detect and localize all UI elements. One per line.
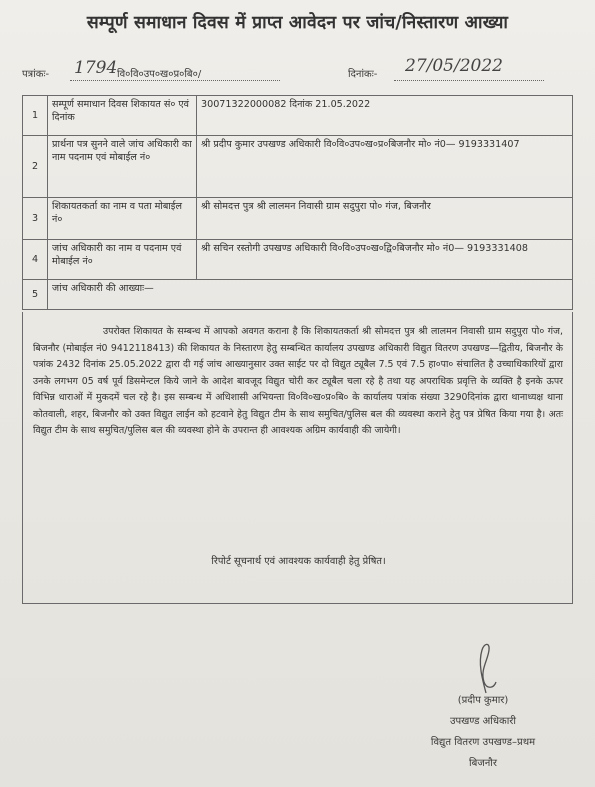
date-handwritten: 27/05/2022 <box>405 56 503 76</box>
row-label: प्रार्थना पत्र सुनने वाले जांच अधिकारी का नाम पदनाम एवं मोबाईल नं० <box>48 136 197 198</box>
row-number: 5 <box>23 280 48 310</box>
row-label: सम्पूर्ण समाधान दिवस शिकायत सं० एवं दिनांक <box>48 96 197 136</box>
row-value: 30071322000082 दिनांक 21.05.2022 <box>197 96 573 136</box>
reference-number-handwritten: 1794 <box>74 58 118 78</box>
info-table <box>22 95 573 310</box>
row-value: श्री प्रदीप कुमार उपखण्ड अधिकारी वि०वि०उप०ख०प्र०बिजनौर मो० नं0— 9193331407 <box>197 136 573 198</box>
row-value: श्री सचिन रस्तोगी उपखण्ड अधिकारी वि०वि०उप०ख०द्वि०बिजनौर मो० नं0— 9193331408 <box>197 240 573 280</box>
reference-row <box>22 56 572 84</box>
date-underline <box>394 80 544 81</box>
row-number: 3 <box>23 198 48 240</box>
document-title: सम्पूर्ण समाधान दिवस में प्राप्त आवेदन पर जांच/निस्तारण आख्या <box>86 13 509 33</box>
table-row <box>23 280 573 310</box>
reference-underline <box>70 80 280 81</box>
reference-suffix: वि०वि०उप०ख०प्र०बि०/ <box>117 69 202 80</box>
row-number: 4 <box>23 240 48 280</box>
report-paragraph: उपरोक्त शिकायत के सम्बन्ध में आपको अवगत कराना है कि शिकायतकर्ता श्री सोमदत्त पुत्र श्री लालमन निवासी ग्राम सदुपुरा पो० गंज, बिजनौर (मोबाईल नं0 9412118413) की शिकायत के निस्तारण हेतु सम्बन्धित कार्यालय उपखण्ड अधिकारी विद्युत वितरण उपखण्ड—द्वितीय, बिजनौर के पत्रांक 2432 दिनांक 25.05.2022 द्वारा दी गई जांच आख्यानुसार उक्त साईट पर दो विद्युत ट्यूबैल 7.5 एवं 7.5 हा०पा० संचालित है उच्चाधिकारियों द्वारा उनके लगभग 05 वर्ष पूर्व डिसमेन्टल किये जाने के आदेश बावजूद विद्युत चोरी कर ट्यूबैल चला रहे है तथा यह अपराधिक प्रवृत्ति के व्यक्ति है इनके ऊपर विभिन्न धाराओं में मुकदमें चल रहे है। इस सम्बन्ध में अधिशासी अभियन्ता वि०वि०ख०प्र०बि० के कार्यालय पत्रांक संख्या 3290दिनांक द्वारा थानाध्यक्ष थाना कोतवाली, शहर, बिजनौर को उक्त विद्युत लाईन को हटवाने हेतु विद्युत टीम के साथ समुचित/पुलिस बल की व्यवस्था कराने हेतु पत्र प्रेषित किया गया है। अतः विद्युत टीम के साथ समुचित/पुलिस बल की व्यवस्था होने के उपरान्त ही आवश्यक अग्रिम कार्यवाही की जायेगी। <box>33 326 563 436</box>
row-label: जांच अधिकारी की आख्याः— <box>48 280 573 310</box>
row-label: शिकायतकर्ता का नाम व पता मोबाईल नं० <box>48 198 197 240</box>
table-row <box>23 240 573 280</box>
signatory-city: बिजनौर <box>469 758 497 769</box>
report-body-cell <box>22 312 573 604</box>
signatory-name: (प्रदीप कुमार) <box>457 695 509 706</box>
row-value: श्री सोमदत्त पुत्र श्री लालमन निवासी ग्राम सदुपुरा पो० गंज, बिजनौर <box>197 198 573 240</box>
row-label: जांच अधिकारी का नाम व पदनाम एवं मोबाईल नं० <box>48 240 197 280</box>
signature-block <box>383 690 583 774</box>
handwritten-signature <box>456 638 516 698</box>
table-row <box>23 136 573 198</box>
table-row <box>23 96 573 136</box>
report-closing-line: रिपोर्ट सूचनार्थ एवं आवश्यक कार्यवाही हेतु प्रेषित। <box>211 556 386 567</box>
signatory-designation: उपखण्ड अधिकारी <box>450 716 516 727</box>
row-number: 1 <box>23 96 48 136</box>
row-number: 2 <box>23 136 48 198</box>
date-label: दिनांकः- <box>348 69 378 80</box>
reference-label: पत्रांकः- <box>22 69 50 80</box>
table-row <box>23 198 573 240</box>
signatory-office: विद्युत वितरण उपखण्ड–प्रथम <box>430 737 536 748</box>
